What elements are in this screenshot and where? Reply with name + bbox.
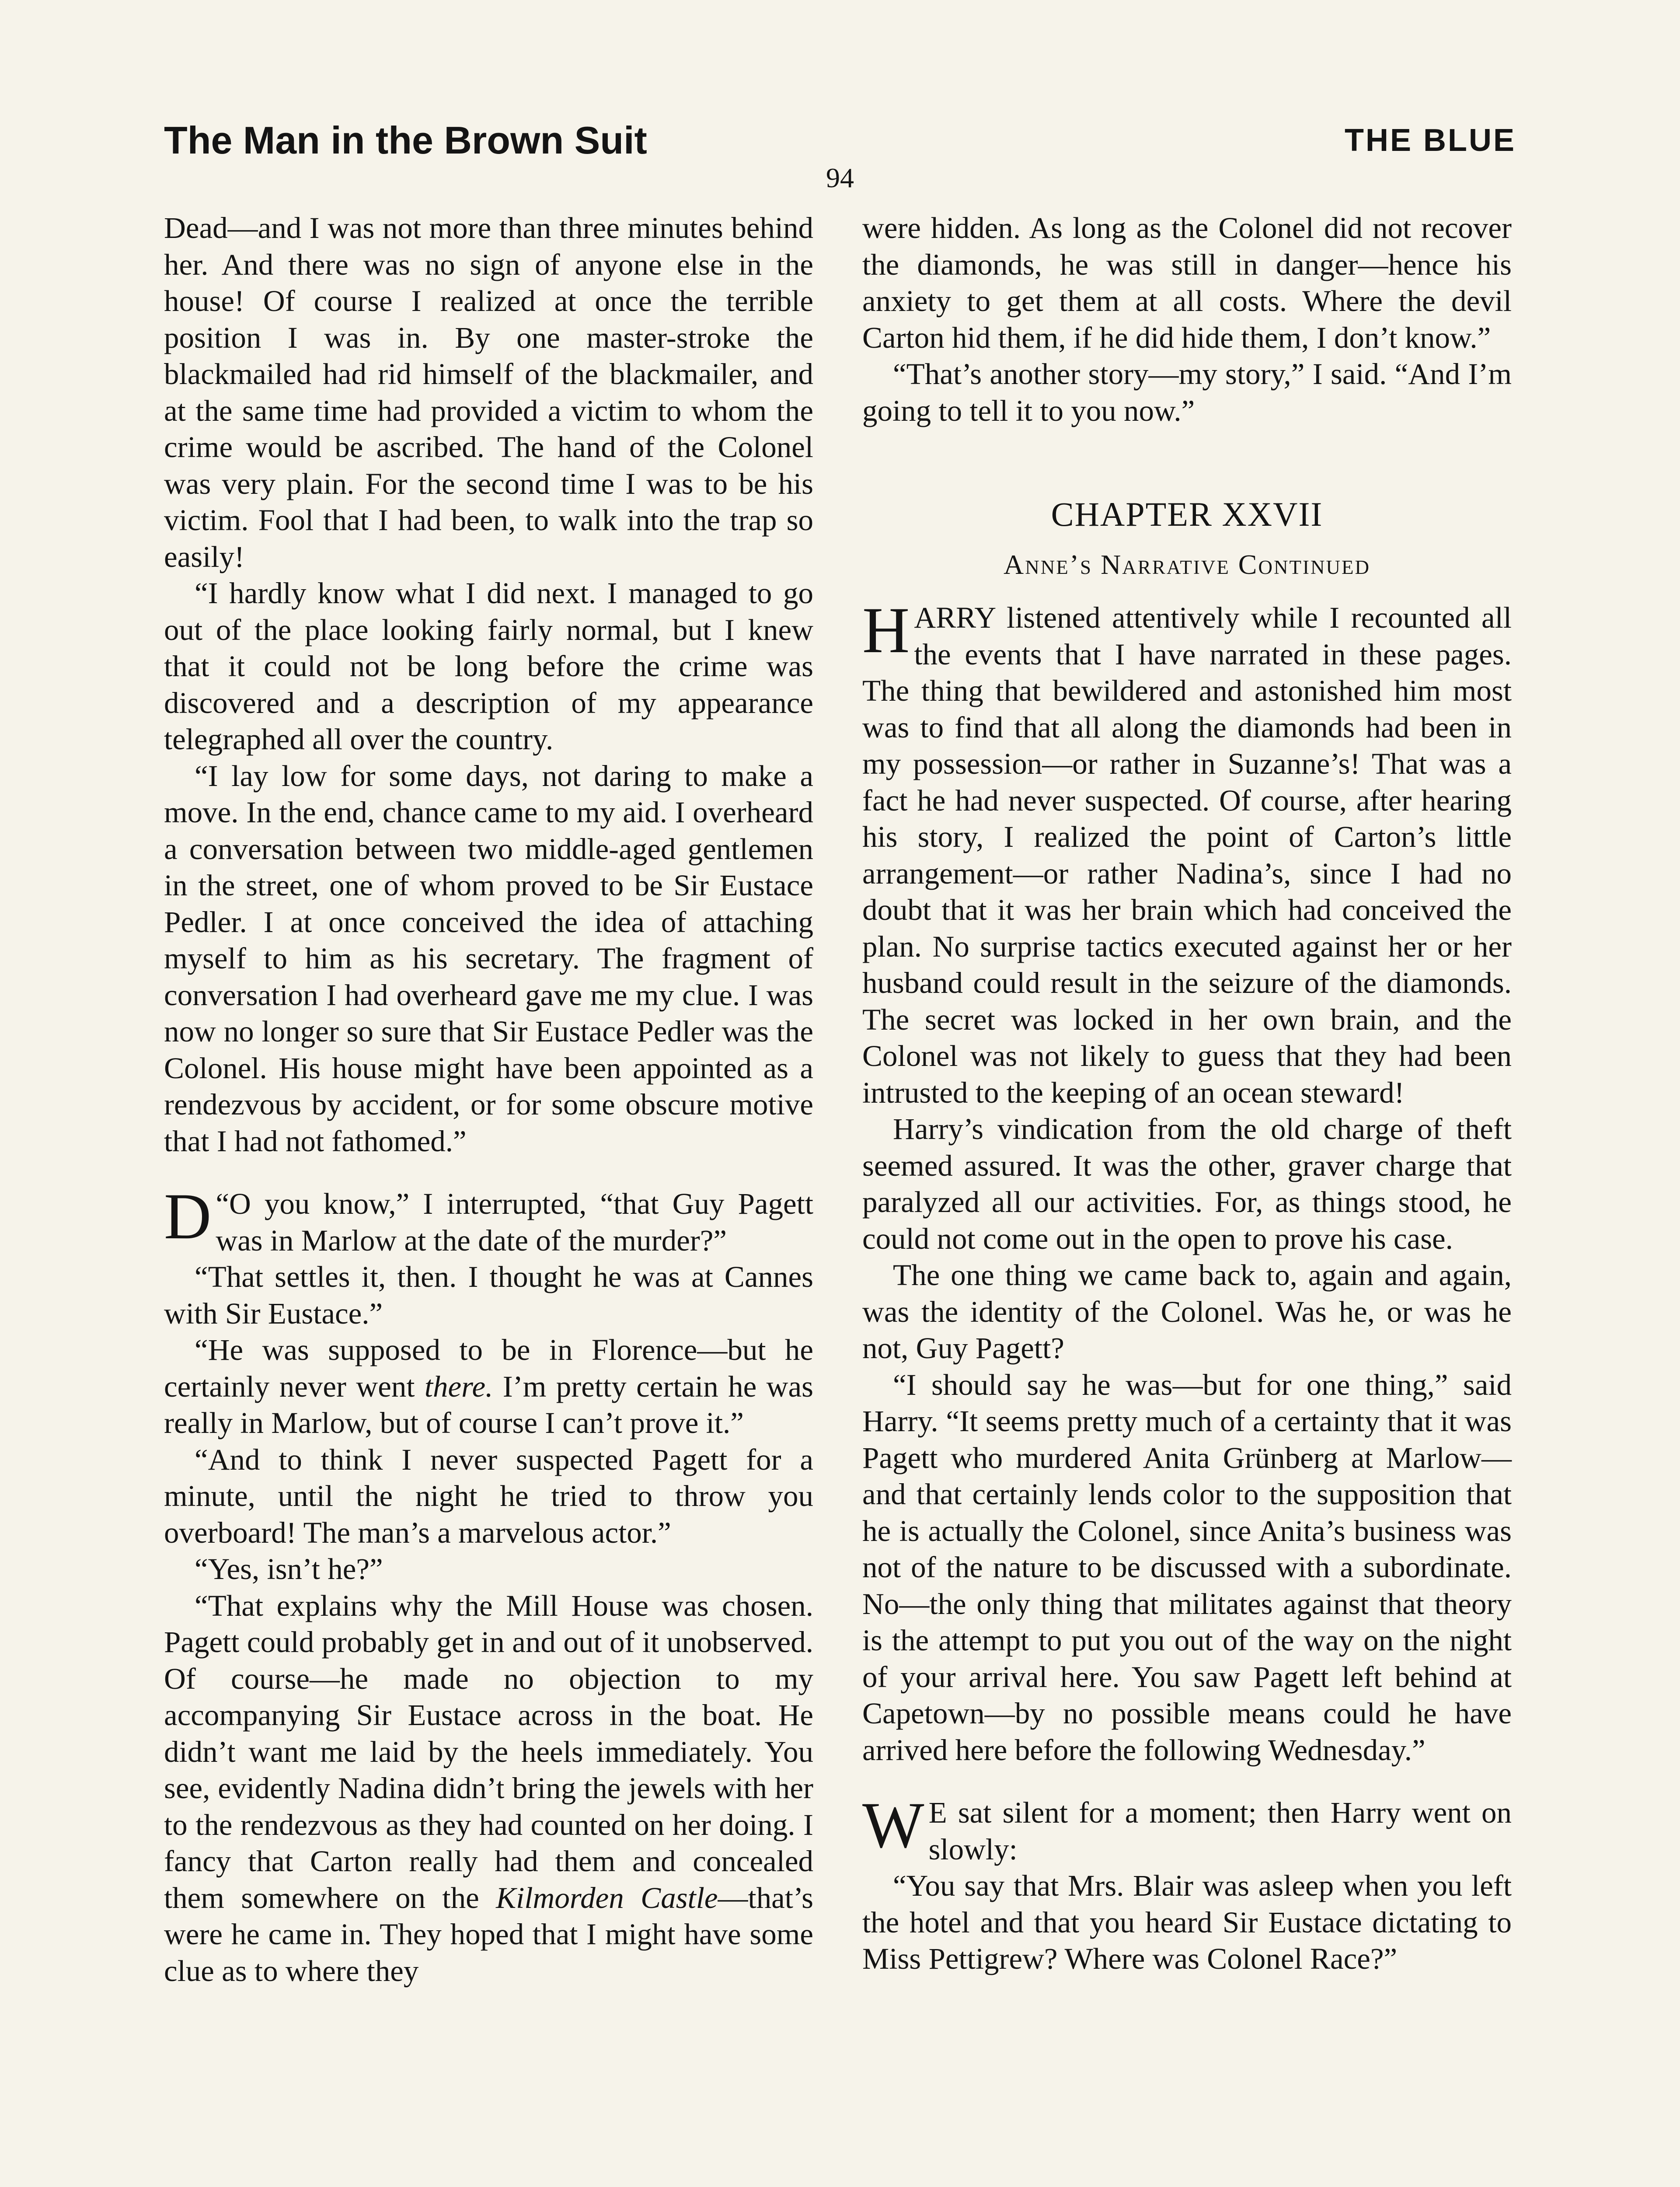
paragraph (164, 1332, 813, 1442)
page-number: 94 (826, 162, 854, 193)
paragraph-text: ARRY listened attentively while I recounted all the events that I have narrated in these pages. The thing that bewildered and astonished him most was to find that all along the diamonds had been in my possession—or rather in Suzanne’s! That was a fact he had never suspected. Of course, after hearing his story, I realized the point of Carton’s little arrangement—or rather Nadina’s, since I had no doubt that it was her brain which had conceived the plan. No surprise tactics executed against her or her husband could result in the seizure of the diamonds. The secret was locked in her own brain, and the Colonel was not likely to guess that they had been intrusted to the keeping of an ocean steward! (862, 601, 1512, 1109)
drop-cap: D (164, 1180, 212, 1253)
paragraph: “Yes, isn’t he?” (195, 1552, 383, 1586)
story-title: The Man in the Brown Suit (164, 119, 647, 162)
dropcap-paragraph (862, 594, 1512, 1111)
paragraph: “And to think I never suspected Pagett for a minute, until the night he tried to throw you overboard! The man’s a marvelous actor.” (164, 1443, 813, 1549)
text-run: “That explains why the Mill House was chosen. Pagett could probably get in and out of it unobserved. Of course—he made no objection to my accompanying Sir Eustace across in the boat. He didn’t want me laid by the heels immediately. You see, evidently Nadina didn’t bring the jewels with her to the rendezvous as they had counted on her doing. I fancy that Carton really had them and concealed them somewhere on the (164, 1589, 813, 1914)
paragraph: “You say that Mrs. Blair was asleep when you left the hotel and that you heard Sir Eustace dictating to Miss Pettigrew? Where was Colonel Race?” (862, 1869, 1512, 1975)
paragraph: “I lay low for some days, not daring to make a move. In the end, chance came to my aid. I overheard a conversation between two middle-aged gentlemen in the street, one of whom proved to be Sir Eustace Pedler. I at once conceived the idea of attaching myself to him as his secretary. The fragment of conversation I had overheard gave me my clue. I was now no longer so sure that Sir Eustace Pedler was the Colonel. His house might have been appointed as a rendezvous by accident, or for some obscure motive that I had not fathomed.” (164, 759, 813, 1158)
paragraph: Dead—and I was not more than three minutes behind her. And there was no sign of anyone else in the house! Of course I realized at once the terrible position I was in. By one master-stroke the blackmailed had rid himself of the blackmailer, and at the same time had provided a victim to whom the crime would be ascribed. The hand of the Colonel was very plain. For the second time I was to be his victim. Fool that I had been, to walk into the trap so easily! (164, 211, 813, 573)
drop-cap: H (862, 594, 910, 667)
section-break (862, 1768, 1512, 1795)
chapter-subtitle: Anne’s Narrative Continued (1004, 549, 1370, 580)
paragraph: “I hardly know what I did next. I managed to go out of the place looking fairly normal, but I knew that it could not be long before the crime was discovered and a description of my appearance telegraphed all over the country. (164, 576, 813, 756)
ship-name: Kilmorden Castle (496, 1881, 718, 1914)
open-quote: “ (216, 1187, 229, 1220)
magazine-name: THE BLUE (1345, 123, 1516, 158)
paragraph: “That settles it, then. I thought he was at Cannes with Sir Eustace.” (164, 1260, 813, 1330)
section-break (164, 1160, 813, 1186)
left-column (164, 210, 813, 1989)
chapter-heading: CHAPTER XXVII (1051, 495, 1323, 533)
paragraph (164, 1588, 813, 1990)
right-column (862, 210, 1512, 1977)
paragraph: were hidden. As long as the Colonel did not recover the diamonds, he was still in danger—hence his anxiety to get them at all costs. Where the devil Carton hid them, if he did hide them, I don’t know.” (862, 211, 1512, 354)
text-run: “He was supposed to be in Florence—but he certainly never went (164, 1333, 813, 1403)
italic-run: there. (424, 1369, 493, 1403)
paragraph: Harry’s vindication from the old charge of theft seemed assured. It was the other, graver charge that paralyzed all our activities. For, as things stood, he could not come out in the open to prove his case. (862, 1112, 1512, 1255)
text-run: —that’s were he came in. They hoped that I might have some clue as to where they (164, 1881, 814, 1988)
running-head (164, 118, 1516, 166)
dropcap-paragraph (164, 1180, 813, 1259)
paragraph: The one thing we came back to, again and again, was the identity of the Colonel. Was he, or was he not, Guy Pagett? (862, 1258, 1512, 1365)
paragraph: “I should say he was—but for one thing,” said Harry. “It seems pretty much of a certainty that it was Pagett who murdered Anita Grünberg at Marlow—and that certainly lends color to the supposition that he is actually the Colonel, since Anita’s business was not of the nature to be discussed with a subordinate. No—the only thing that militates against that theory is the attempt to put you out of the way on the night of your arrival here. You saw Pagett left behind at Capetown—by no possible means could he have arrived here before the following Wednesday.” (862, 1368, 1512, 1767)
text-run: I’m pretty certain he was really in Marlow, but of course I can’t prove it.” (164, 1369, 813, 1439)
paragraph-text: O you know,” I interrupted, “that Guy Pagett was in Marlow at the date of the murder?” (216, 1187, 813, 1257)
drop-cap: W (862, 1789, 924, 1862)
dropcap-paragraph (862, 1789, 1512, 1868)
paragraph-text: E sat silent for a moment; then Harry went on slowly: (928, 1796, 1512, 1866)
paragraph: “That’s another story—my story,” I said. “And I’m going to tell it to you now.” (862, 357, 1512, 427)
